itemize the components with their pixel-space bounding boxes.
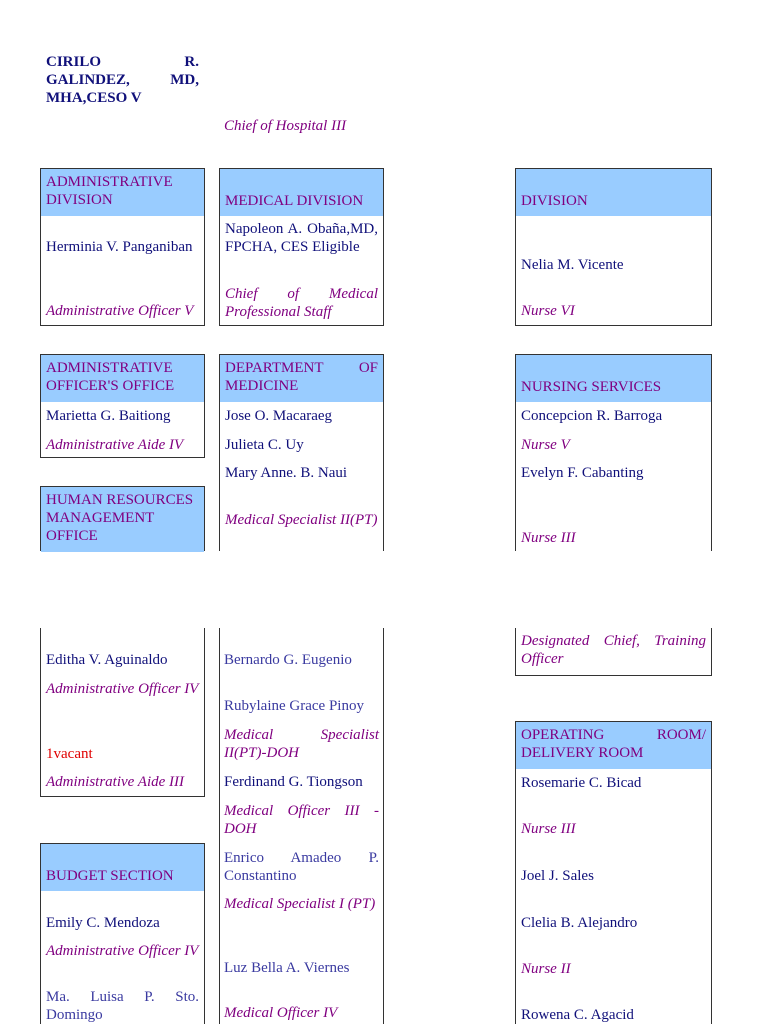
or-dr-name-3: Clelia B. Alejandro	[521, 915, 638, 931]
nursing-services-title-2: Nurse III	[521, 530, 576, 546]
hrmo-box-top	[40, 486, 205, 551]
medicine-entry-title-specialist-doh: Medical Specialist II(PT)-DOH	[224, 727, 379, 761]
hrmo-header: HUMAN RESOURCES MANAGEMENT OFFICE	[41, 487, 204, 552]
or-dr-header: OPERATING ROOM/ DELIVERY ROOM	[516, 722, 711, 769]
medicine-name-2: Julieta C. Uy	[225, 437, 304, 453]
ao-office-name: Marietta G. Baitiong	[46, 408, 171, 424]
or-dr-title-1: Nurse III	[521, 821, 576, 837]
ao-office-header: ADMINISTRATIVE OFFICER'S OFFICE	[41, 355, 204, 402]
or-dr-box	[515, 721, 712, 1024]
hrmo-title: Administrative Officer IV	[46, 681, 199, 697]
medicine-name-1: Jose O. Macaraeg	[225, 408, 333, 424]
medicine-entry-ferdinand: Ferdinand G. Tiongson	[224, 774, 363, 790]
chief-name-line-2: GALINDEZ, MD,	[46, 72, 199, 88]
medical-division-head-name: Napoleon A. Obaña,MD, FPCHA, CES Eligible	[225, 221, 378, 255]
chief-name	[46, 53, 199, 107]
budget-name-1: Emily C. Mendoza	[46, 915, 160, 931]
or-dr-name-2: Joel J. Sales	[521, 868, 594, 884]
nursing-division-header: DIVISION	[516, 169, 711, 216]
admin-division-head-name: Herminia V. Panganiban	[46, 239, 193, 255]
or-dr-name-1: Rosemarie C. Bicad	[521, 775, 642, 791]
or-dr-name-4: Rowena C. Agacid	[521, 1007, 634, 1023]
administrative-division-header-line-1: ADMINISTRATIVE	[46, 174, 173, 190]
nursing-services-header: NURSING SERVICES	[516, 355, 711, 402]
medicine-entry-rubylaine: Rubylaine Grace Pinoy	[224, 698, 364, 714]
chief-title: Chief of Hospital III	[224, 118, 347, 134]
medicine-right-border	[383, 628, 384, 1024]
medical-division-head-title: Chief of Medical Professional Staff	[225, 286, 378, 320]
medicine-box-top	[219, 354, 384, 551]
medicine-name-3: Mary Anne. B. Naui	[225, 465, 348, 481]
ao-office-box	[40, 354, 205, 458]
medicine-entry-bernardo: Bernardo G. Eugenio	[224, 652, 352, 668]
hrmo-vacant-title: Administrative Aide III	[46, 774, 185, 790]
hrmo-box-bottom	[40, 628, 205, 797]
nursing-division-head-name: Nelia M. Vicente	[521, 257, 624, 273]
chief-name-line-1: CIRILO R.	[46, 54, 199, 70]
ao-office-title: Administrative Aide IV	[46, 437, 184, 453]
administrative-division-header-line-2: DIVISION	[46, 192, 113, 208]
administrative-division-header	[41, 169, 204, 216]
administrative-division-box	[40, 168, 205, 326]
nursing-division-head-title: Nurse VI	[521, 303, 575, 319]
chief-name-line-3: MHA,CESO V	[46, 90, 142, 106]
medical-division-header: MEDICAL DIVISION	[220, 169, 383, 216]
medicine-entry-title-officer-iii: Medical Officer III - DOH	[224, 803, 379, 837]
medicine-entry-title-specialist-i: Medical Specialist I (PT)	[224, 896, 376, 912]
medicine-entry-enrico: Enrico Amadeo P. Constantino	[224, 850, 379, 884]
medicine-header: DEPARTMENT OF MEDICINE	[220, 355, 383, 402]
admin-division-head-title: Administrative Officer V	[46, 303, 194, 319]
medicine-entry-luz-bella: Luz Bella A. Viernes	[224, 960, 350, 976]
nursing-services-title-1: Nurse V	[521, 437, 570, 453]
hrmo-vacant: 1vacant	[46, 746, 93, 762]
medicine-title-1: Medical Specialist II(PT)	[225, 512, 378, 528]
hrmo-name: Editha V. Aguinaldo	[46, 652, 168, 668]
nursing-services-box-top	[515, 354, 712, 551]
medicine-left-border	[219, 628, 220, 1024]
nursing-services-name-2: Evelyn F. Cabanting	[521, 465, 644, 481]
nursing-services-box-bottom	[515, 628, 712, 676]
budget-section-box	[40, 843, 205, 1024]
medical-division-box	[219, 168, 384, 326]
budget-section-header: BUDGET SECTION	[41, 844, 204, 891]
or-dr-title-2: Nurse II	[521, 961, 571, 977]
nursing-services-title-3: Designated Chief, Training Officer	[521, 633, 706, 667]
nursing-division-box	[515, 168, 712, 326]
budget-title-1: Administrative Officer IV	[46, 943, 199, 959]
budget-name-2: Ma. Luisa P. Sto. Domingo	[46, 989, 199, 1023]
medicine-entry-title-officer-iv: Medical Officer IV	[224, 1005, 338, 1021]
nursing-services-name-1: Concepcion R. Barroga	[521, 408, 663, 424]
